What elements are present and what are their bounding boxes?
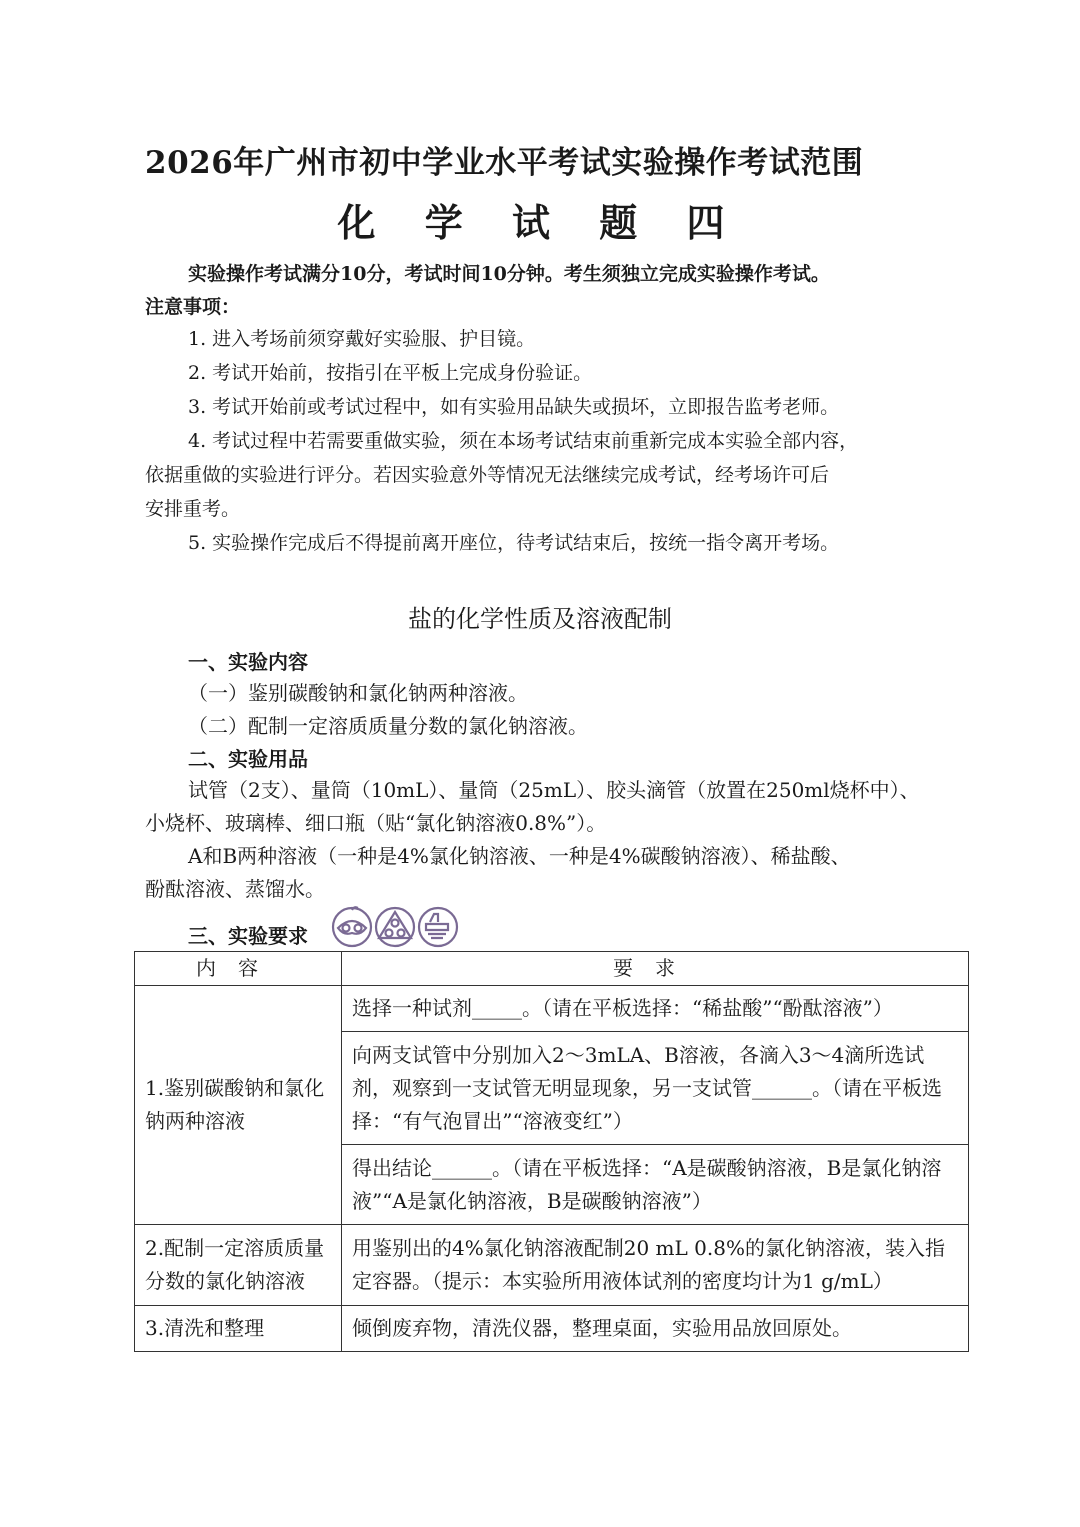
notice-item: 3. 考试开始前或考试过程中，如有实验用品缺失或损坏，立即报告监考老师。 bbox=[188, 396, 840, 418]
content-heading: 一、实验内容 bbox=[188, 650, 308, 674]
ventilation-icon bbox=[376, 908, 414, 946]
table-header-content: 内容 bbox=[135, 952, 342, 986]
content-item: （一）鉴别碳酸钠和氯化钠两种溶液。 bbox=[188, 681, 528, 705]
requirements-heading: 三、实验要求 bbox=[188, 924, 308, 948]
materials-line: 小烧杯、玻璃棒、细口瓶（贴“氯化钠溶液0.8%”）。 bbox=[145, 811, 607, 835]
notice-item: 2. 考试开始前，按指引在平板上完成身份验证。 bbox=[188, 362, 593, 384]
notice-item: 4. 考试过程中若需要重做实验，须在本场考试结束前重新完成本实验全部内容， bbox=[188, 430, 859, 452]
section-title: 盐的化学性质及溶液配制 bbox=[408, 605, 672, 633]
row2-req-cell bbox=[342, 1225, 969, 1306]
notice-item-continued: 安排重考。 bbox=[145, 498, 241, 520]
materials-heading: 二、实验用品 bbox=[188, 747, 308, 771]
row1-req2: 向两支试管中分别加入2～3mLA、B溶液，各滴入3～4滴所选试剂，观察到一支试管无明显现象，另一支试管______。（请在平板选择：“有气泡冒出”“溶液变红”） bbox=[352, 1042, 942, 1133]
table-row bbox=[135, 1306, 969, 1352]
row1-req1: 选择一种试剂_____。（请在平板选择：“稀盐酸”“酚酞溶液”） bbox=[352, 996, 893, 1020]
hand-wash-icon bbox=[419, 908, 457, 946]
document-title: 2026年广州市初中学业水平考试实验操作考试范围 bbox=[145, 145, 864, 181]
row3-req: 倾倒废弃物，清洗仪器，整理桌面，实验用品放回原处。 bbox=[352, 1316, 852, 1340]
notice-item: 1. 进入考场前须穿戴好实验服、护目镜。 bbox=[188, 328, 536, 350]
table-row bbox=[135, 986, 969, 1032]
table-header-requirement: 要求 bbox=[342, 952, 969, 986]
row1-req3-cell bbox=[342, 1145, 969, 1225]
row2-content: 2.配制一定溶质质量分数的氯化钠溶液 bbox=[145, 1236, 325, 1293]
materials-line: 酚酞溶液、蒸馏水。 bbox=[145, 877, 325, 901]
row1-content: 1.鉴别碳酸钠和氯化钠两种溶液 bbox=[145, 1076, 325, 1133]
document-subtitle: 化 学 试 题 四 bbox=[337, 200, 743, 245]
goggles-icon bbox=[333, 907, 371, 946]
row3-req-cell bbox=[342, 1306, 969, 1352]
row1-req3: 得出结论______。（请在平板选择：“A是碳酸钠溶液，B是氯化钠溶液”“A是氯化钠溶液，B是碳酸钠溶液”） bbox=[352, 1155, 942, 1213]
table-header-row bbox=[135, 952, 969, 986]
row3-content: 3.清洗和整理 bbox=[145, 1316, 265, 1340]
exam-info: 实验操作考试满分10分，考试时间10分钟。考生须独立完成实验操作考试。 bbox=[188, 263, 830, 285]
requirements-table bbox=[134, 951, 969, 1352]
row2-content-cell bbox=[135, 1225, 342, 1306]
row1-content-cell bbox=[135, 986, 342, 1225]
row3-content-cell bbox=[135, 1306, 342, 1352]
notice-item-continued: 依据重做的实验进行评分。若因实验意外等情况无法继续完成考试，经考场许可后 bbox=[145, 464, 830, 486]
materials-line: 试管（2支）、量筒（10mL）、量筒（25mL）、胶头滴管（放置在250ml烧杯中）、 bbox=[188, 778, 920, 802]
row2-req: 用鉴别出的4%氯化钠溶液配制20 mL 0.8%的氯化钠溶液，装入指定容器。（提示：本实验所用液体试剂的密度均计为1 g/mL） bbox=[352, 1236, 945, 1293]
row1-req1-cell bbox=[342, 986, 969, 1032]
materials-line: A和B两种溶液（一种是4%氯化钠溶液、一种是4%碳酸钠溶液）、稀盐酸、 bbox=[188, 844, 851, 868]
row1-req2-cell bbox=[342, 1032, 969, 1145]
safety-icons bbox=[330, 906, 460, 948]
notice-item: 5. 实验操作完成后不得提前离开座位，待考试结束后，按统一指令离开考场。 bbox=[188, 532, 840, 554]
notice-heading: 注意事项： bbox=[145, 296, 241, 318]
table-row bbox=[135, 1225, 969, 1306]
content-item: （二）配制一定溶质质量分数的氯化钠溶液。 bbox=[188, 714, 588, 738]
